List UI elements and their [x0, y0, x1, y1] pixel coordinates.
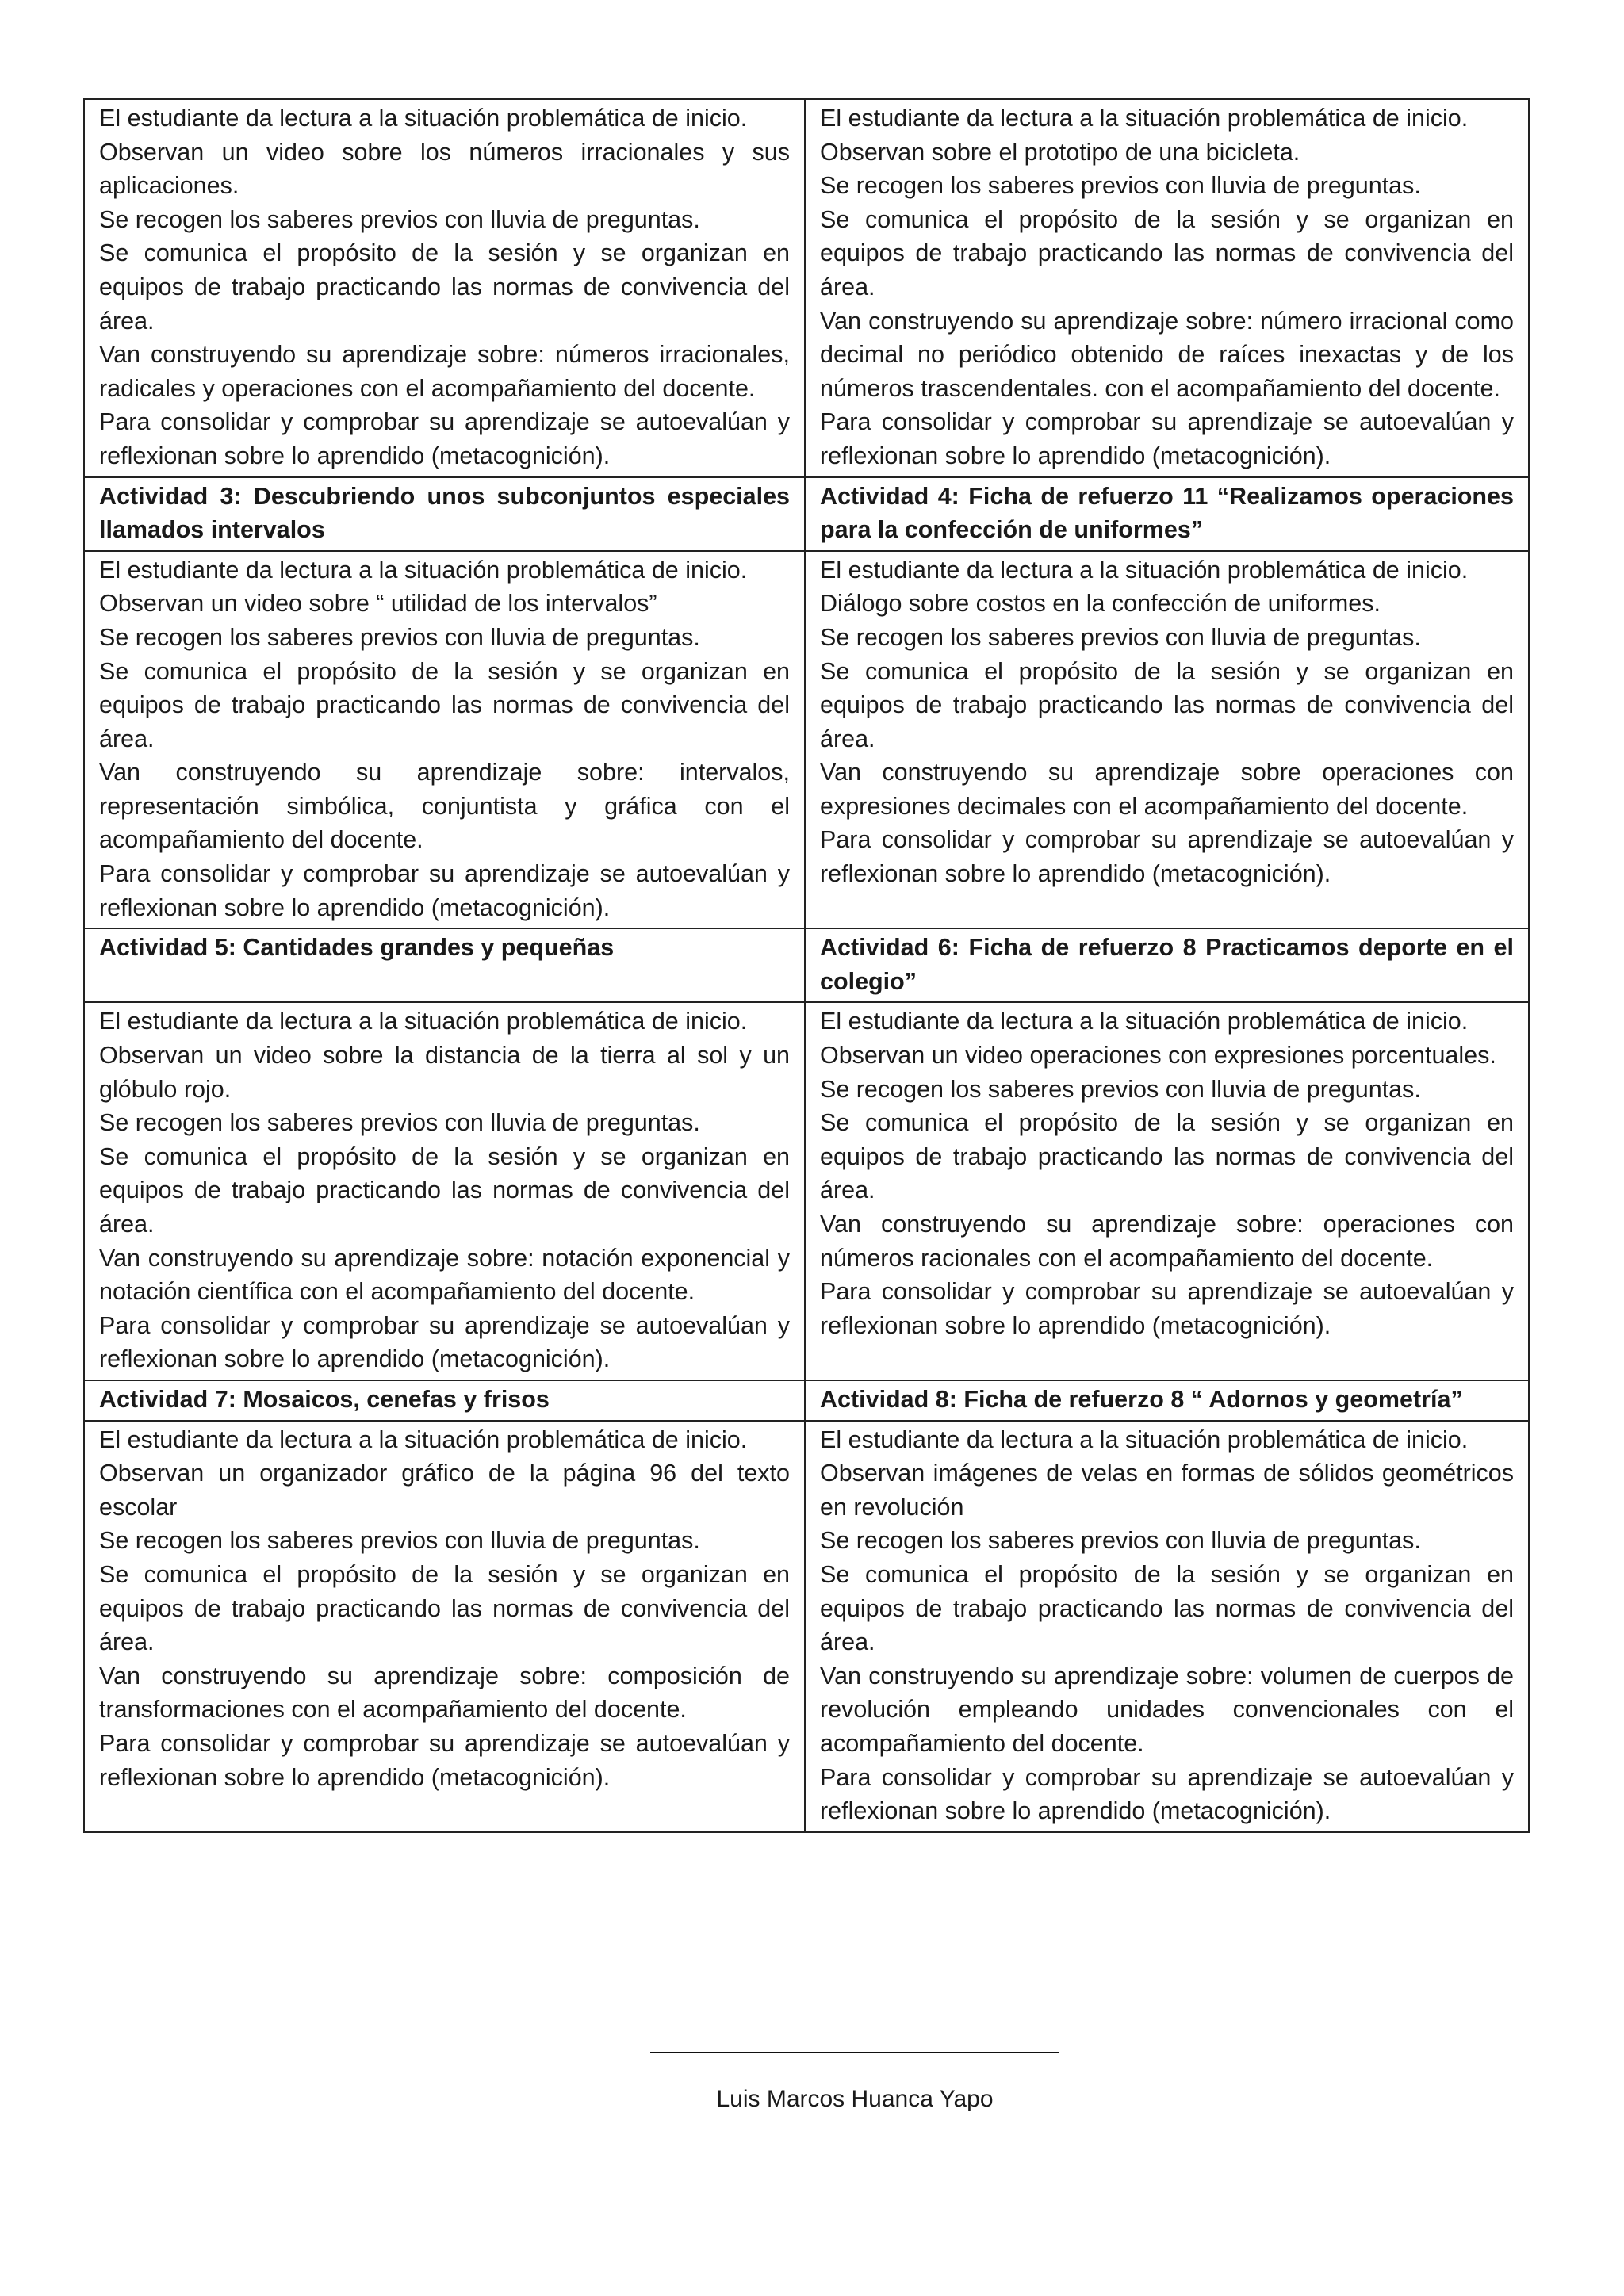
activity-5-line: Se recogen los saberes previos con lluvia de preguntas. — [99, 1109, 700, 1137]
activity-4-body — [805, 551, 1529, 929]
activity-7-line: Observan un organizador gráfico de la página 96 del texto escolar — [99, 1460, 790, 1521]
activity-4-line: Se comunica el propósito de la sesión y se organizan en equipos de trabajo practicando las normas de convivencia del área. — [820, 657, 1514, 752]
activity-3-title: Actividad 3: Descubriendo unos subconjuntos especiales llamados intervalos — [84, 477, 805, 551]
activity-title-row — [84, 1380, 1529, 1421]
activity-5-line: Para consolidar y comprobar su aprendizaje se autoevalúan y reflexionan sobre lo aprendido (metacognición). — [99, 1311, 790, 1373]
activity-1-line: Observan un video sobre los números irracionales y sus aplicaciones. — [99, 138, 790, 200]
activity-4-line: Diálogo sobre costos en la confección de uniformes. — [820, 590, 1381, 618]
activity-body-row — [84, 1421, 1529, 1832]
activity-6-body — [805, 1002, 1529, 1380]
activity-2-body — [805, 99, 1529, 477]
activity-6-title: Actividad 6: Ficha de refuerzo 8 Practicamos deporte en el colegio” — [805, 928, 1529, 1002]
activity-8-line: Observan imágenes de velas en formas de sólidos geométricos en revolución — [820, 1460, 1514, 1521]
activity-7-line: Se comunica el propósito de la sesión y se organizan en equipos de trabajo practicando las normas de convivencia del área. — [99, 1560, 790, 1656]
activity-title-row — [84, 928, 1529, 1002]
activity-2-line: Para consolidar y comprobar su aprendizaje se autoevalúan y reflexionan sobre lo aprendido (metacognición). — [820, 408, 1514, 469]
activity-3-line: Van construyendo su aprendizaje sobre: intervalos, representación simbólica, conjuntista y gráfica con el acompañamiento del docente. — [99, 759, 790, 854]
activity-8-line: Para consolidar y comprobar su aprendizaje se autoevalúan y reflexionan sobre lo aprendido (metacognición). — [820, 1763, 1514, 1825]
activity-8-title: Actividad 8: Ficha de refuerzo 8 “ Adornos y geometría” — [805, 1380, 1529, 1421]
activity-5-line: Van construyendo su aprendizaje sobre: notación exponencial y notación científica con el acompañamiento del docente. — [99, 1244, 790, 1306]
activity-7-title: Actividad 7: Mosaicos, cenefas y frisos — [84, 1380, 805, 1421]
activity-7-line: Van construyendo su aprendizaje sobre: composición de transformaciones con el acompañamiento del docente. — [99, 1662, 790, 1724]
activity-3-line: Para consolidar y comprobar su aprendizaje se autoevalúan y reflexionan sobre lo aprendido (metacognición). — [99, 860, 790, 921]
activity-5-line: El estudiante da lectura a la situación problemática de inicio. — [99, 1008, 748, 1035]
activities-table — [83, 98, 1530, 1833]
activity-1-line: Para consolidar y comprobar su aprendizaje se autoevalúan y reflexionan sobre lo aprendido (metacognición). — [99, 408, 790, 469]
activity-2-line: Observan sobre el prototipo de una bicicleta. — [820, 138, 1300, 166]
activity-5-title: Actividad 5: Cantidades grandes y pequeñas — [84, 928, 805, 1002]
activity-5-line: Observan un video sobre la distancia de la tierra al sol y un glóbulo rojo. — [99, 1042, 790, 1103]
activity-5-line: Se comunica el propósito de la sesión y se organizan en equipos de trabajo practicando las normas de convivencia del área. — [99, 1142, 790, 1238]
activity-7-line: Se recogen los saberes previos con lluvia de preguntas. — [99, 1527, 700, 1555]
activity-4-line: Van construyendo su aprendizaje sobre operaciones con expresiones decimales con el acompañamiento del docente. — [820, 759, 1514, 820]
signature-line — [650, 2052, 1059, 2053]
activity-6-line: El estudiante da lectura a la situación problemática de inicio. — [820, 1008, 1469, 1035]
activity-3-body — [84, 551, 805, 929]
activity-body-row — [84, 1002, 1529, 1380]
activity-8-line: Se comunica el propósito de la sesión y se organizan en equipos de trabajo practicando las normas de convivencia del área. — [820, 1560, 1514, 1656]
activity-2-line: Se recogen los saberes previos con lluvia de preguntas. — [820, 172, 1421, 200]
activity-1-line: Van construyendo su aprendizaje sobre: números irracionales, radicales y operaciones con el acompañamiento del docente. — [99, 341, 790, 402]
activity-title-row — [84, 477, 1529, 551]
activity-1-line: Se recogen los saberes previos con lluvia de preguntas. — [99, 205, 700, 233]
activity-body-row — [84, 551, 1529, 929]
activity-1-line: El estudiante da lectura a la situación problemática de inicio. — [99, 105, 748, 132]
activity-6-line: Observan un video operaciones con expresiones porcentuales. — [820, 1042, 1496, 1070]
activity-3-line: Se comunica el propósito de la sesión y se organizan en equipos de trabajo practicando las normas de convivencia del área. — [99, 657, 790, 752]
activity-3-line: El estudiante da lectura a la situación problemática de inicio. — [99, 556, 748, 584]
activity-7-line: Para consolidar y comprobar su aprendizaje se autoevalúan y reflexionan sobre lo aprendido (metacognición). — [99, 1729, 790, 1791]
activity-body-row — [84, 99, 1529, 477]
signatory-name: Luis Marcos Huanca Yapo — [716, 2086, 994, 2112]
activity-4-line: Para consolidar y comprobar su aprendizaje se autoevalúan y reflexionan sobre lo aprendido (metacognición). — [820, 826, 1514, 888]
activity-1-body — [84, 99, 805, 477]
activity-6-line: Se recogen los saberes previos con lluvia de preguntas. — [820, 1075, 1421, 1103]
activity-2-line: Van construyendo su aprendizaje sobre: número irracional como decimal no periódico obtenido de raíces inexactas y de los números trascendentales. con el acompañamiento del docente. — [820, 307, 1514, 402]
activity-3-line: Observan un video sobre “ utilidad de los intervalos” — [99, 590, 657, 618]
activity-4-title: Actividad 4: Ficha de refuerzo 11 “Realizamos operaciones para la confección de uniformes” — [805, 477, 1529, 551]
activity-6-line: Se comunica el propósito de la sesión y se organizan en equipos de trabajo practicando las normas de convivencia del área. — [820, 1109, 1514, 1204]
activity-8-body — [805, 1421, 1529, 1832]
activity-8-line: Se recogen los saberes previos con lluvia de preguntas. — [820, 1527, 1421, 1555]
activity-8-line: El estudiante da lectura a la situación problemática de inicio. — [820, 1425, 1469, 1453]
activity-7-line: El estudiante da lectura a la situación problemática de inicio. — [99, 1425, 748, 1453]
activity-3-line: Se recogen los saberes previos con lluvia de preguntas. — [99, 623, 700, 651]
activity-8-line: Van construyendo su aprendizaje sobre: volumen de cuerpos de revolución empleando unidades convencionales con el acompañamiento del docente. — [820, 1662, 1514, 1757]
activity-4-line: Se recogen los saberes previos con lluvia de preguntas. — [820, 623, 1421, 651]
activity-1-line: Se comunica el propósito de la sesión y se organizan en equipos de trabajo practicando las normas de convivencia del área. — [99, 239, 790, 335]
activity-2-line: El estudiante da lectura a la situación problemática de inicio. — [820, 105, 1469, 132]
activity-4-line: El estudiante da lectura a la situación problemática de inicio. — [820, 556, 1469, 584]
activity-2-line: Se comunica el propósito de la sesión y se organizan en equipos de trabajo practicando las normas de convivencia del área. — [820, 205, 1514, 300]
activity-5-body — [84, 1002, 805, 1380]
activity-6-line: Van construyendo su aprendizaje sobre: operaciones con números racionales con el acompañamiento del docente. — [820, 1211, 1514, 1272]
activity-7-body — [84, 1421, 805, 1832]
signature-block — [650, 2052, 1059, 2115]
activity-6-line: Para consolidar y comprobar su aprendizaje se autoevalúan y reflexionan sobre lo aprendido (metacognición). — [820, 1278, 1514, 1339]
